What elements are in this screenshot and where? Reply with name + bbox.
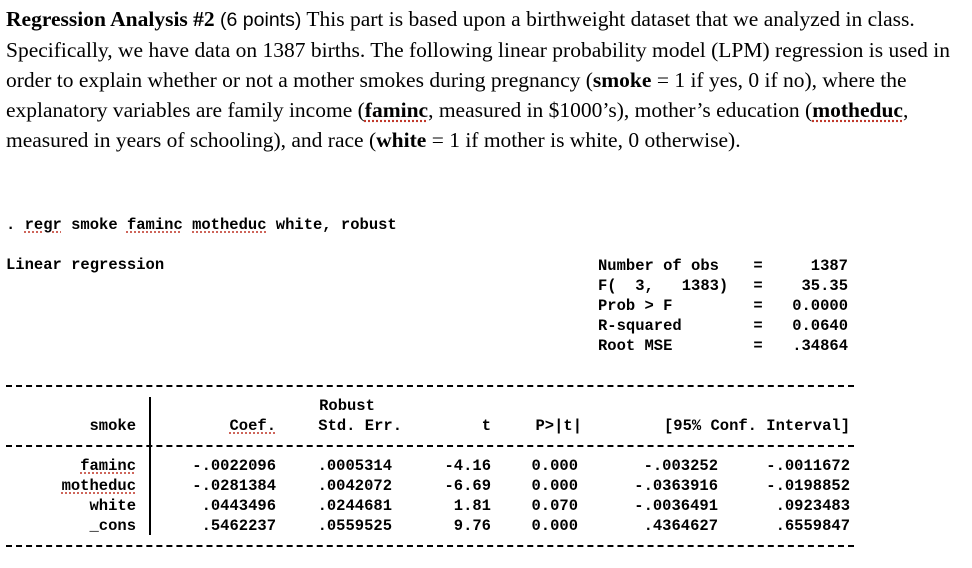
row-variable [14, 516, 136, 536]
row-std-err [292, 496, 392, 516]
row-p-text: 0.000 [531, 477, 578, 495]
row-t [426, 476, 491, 496]
row-t-text: -4.16 [444, 457, 491, 475]
row-ci-low [606, 516, 718, 536]
row-ci-high-text: -.0011672 [766, 457, 850, 475]
row-coef [166, 456, 276, 476]
white-variable: white [376, 128, 427, 152]
row-ci-high-text: .6559847 [775, 517, 850, 535]
header-p: P>|t| [535, 417, 582, 435]
header-coef-label: Coef. [229, 417, 276, 435]
stat-value: .34864 [792, 337, 848, 355]
stat-row [598, 336, 848, 356]
stat-equals: = [753, 337, 763, 355]
question-intro: This part is based upon a birthweight dataset that we analyzed in class. Specifically, we have data on 1387 births. The following linear probability model (LPM) regression is used in order to explain whether or not a mother smokes during pregnancy ( [6, 7, 951, 92]
row-p [512, 456, 578, 476]
header-conf-interval: [95% Conf. Interval] [663, 417, 850, 435]
stat-row [598, 296, 848, 316]
row-ci-low [606, 456, 718, 476]
row-std-err-text: .0559525 [317, 517, 392, 535]
row-ci-high-text: -.0198852 [766, 477, 850, 495]
stat-value: 0.0000 [792, 297, 848, 315]
row-p-text: 0.000 [531, 457, 578, 475]
row-coef [166, 496, 276, 516]
motheduc-definition: , measured in years of schooling), and race ( [6, 98, 909, 152]
row-variable [14, 476, 136, 496]
row-t-text: 9.76 [453, 517, 491, 535]
row-std-err [292, 456, 392, 476]
white-definition: = 1 if mother is white, 0 otherwise). [426, 128, 741, 152]
command-regr: regr [24, 216, 62, 234]
header-robust: Robust [319, 397, 375, 415]
row-ci-high [738, 456, 850, 476]
stat-equals: = [753, 297, 763, 315]
stata-command [6, 216, 397, 234]
header-rule [6, 445, 854, 447]
motheduc-variable: motheduc [812, 98, 903, 122]
row-variable [14, 496, 136, 516]
row-ci-high [738, 476, 850, 496]
row-std-err-text: .0244681 [317, 497, 392, 515]
header-separator [149, 397, 151, 445]
row-ci-low [606, 496, 718, 516]
row-t [426, 496, 491, 516]
row-coef-text: .0443496 [201, 497, 276, 515]
table-bottom-rule [6, 545, 854, 547]
stat-value: 1387 [810, 257, 848, 275]
row-variable-text: _cons [89, 517, 136, 535]
row-t-text: -6.69 [444, 477, 491, 495]
row-ci-high [738, 496, 850, 516]
row-separator [149, 447, 151, 535]
row-t [426, 456, 491, 476]
row-std-err-text: .0005314 [317, 457, 392, 475]
row-p [512, 496, 578, 516]
row-p [512, 516, 578, 536]
row-std-err [292, 476, 392, 496]
command-space [183, 216, 192, 234]
header-t: t [481, 417, 491, 435]
row-variable-text: motheduc [61, 477, 136, 495]
row-coef-text: .5462237 [201, 517, 276, 535]
row-coef-text: -.0022096 [192, 457, 276, 475]
header-std-err: Std. Err. [318, 417, 402, 435]
stat-row [598, 316, 848, 336]
row-p-text: 0.070 [531, 497, 578, 515]
stat-value: 0.0640 [792, 317, 848, 335]
smoke-variable: smoke [592, 68, 652, 92]
row-ci-low [606, 476, 718, 496]
row-coef [166, 476, 276, 496]
stat-equals: = [753, 317, 763, 335]
question-text [6, 4, 966, 155]
header-depvar: smoke [89, 417, 136, 435]
stat-equals: = [753, 257, 763, 275]
stat-label: R-squared [598, 317, 682, 335]
smoke-definition: = 1 if yes, 0 if no), where the explanatory variables are family income ( [6, 68, 907, 122]
faminc-definition: , measured in $1000’s), mother’s education ( [428, 98, 813, 122]
row-t [426, 516, 491, 536]
question-points: (6 points) [220, 9, 302, 31]
stat-row [598, 276, 848, 296]
question-heading: Regression Analysis #2 [6, 7, 215, 31]
command-motheduc: motheduc [192, 216, 267, 234]
row-p-text: 0.000 [531, 517, 578, 535]
table-top-rule [6, 385, 854, 387]
row-variable-text: white [89, 497, 136, 515]
row-variable [14, 456, 136, 476]
stat-row [598, 256, 848, 276]
model-stats [598, 256, 848, 356]
command-options: white, robust [266, 216, 397, 234]
row-ci-low-text: -.003252 [643, 457, 718, 475]
row-std-err [292, 516, 392, 536]
row-ci-low-text: -.0036491 [634, 497, 718, 515]
row-ci-low-text: -.0363916 [634, 477, 718, 495]
stat-label: Number of obs [598, 257, 719, 275]
header-coef [196, 416, 276, 436]
stat-label: F( 3, 1383) [598, 277, 729, 295]
row-ci-high [738, 516, 850, 536]
faminc-variable: faminc [364, 98, 429, 122]
command-faminc: faminc [126, 216, 183, 234]
row-coef [166, 516, 276, 536]
stat-label: Root MSE [598, 337, 673, 355]
stat-label: Prob > F [598, 297, 673, 315]
row-ci-low-text: .4364627 [643, 517, 718, 535]
row-std-err-text: .0042072 [317, 477, 392, 495]
regression-title: Linear regression [6, 256, 165, 274]
row-coef-text: -.0281384 [192, 477, 276, 495]
stat-value: 35.35 [801, 277, 848, 295]
row-variable-text: faminc [80, 457, 136, 475]
row-p [512, 476, 578, 496]
row-ci-high-text: .0923483 [775, 497, 850, 515]
command-depvar: smoke [61, 216, 127, 234]
stat-equals: = [753, 277, 763, 295]
row-t-text: 1.81 [453, 497, 491, 515]
command-prompt: . [6, 216, 25, 234]
